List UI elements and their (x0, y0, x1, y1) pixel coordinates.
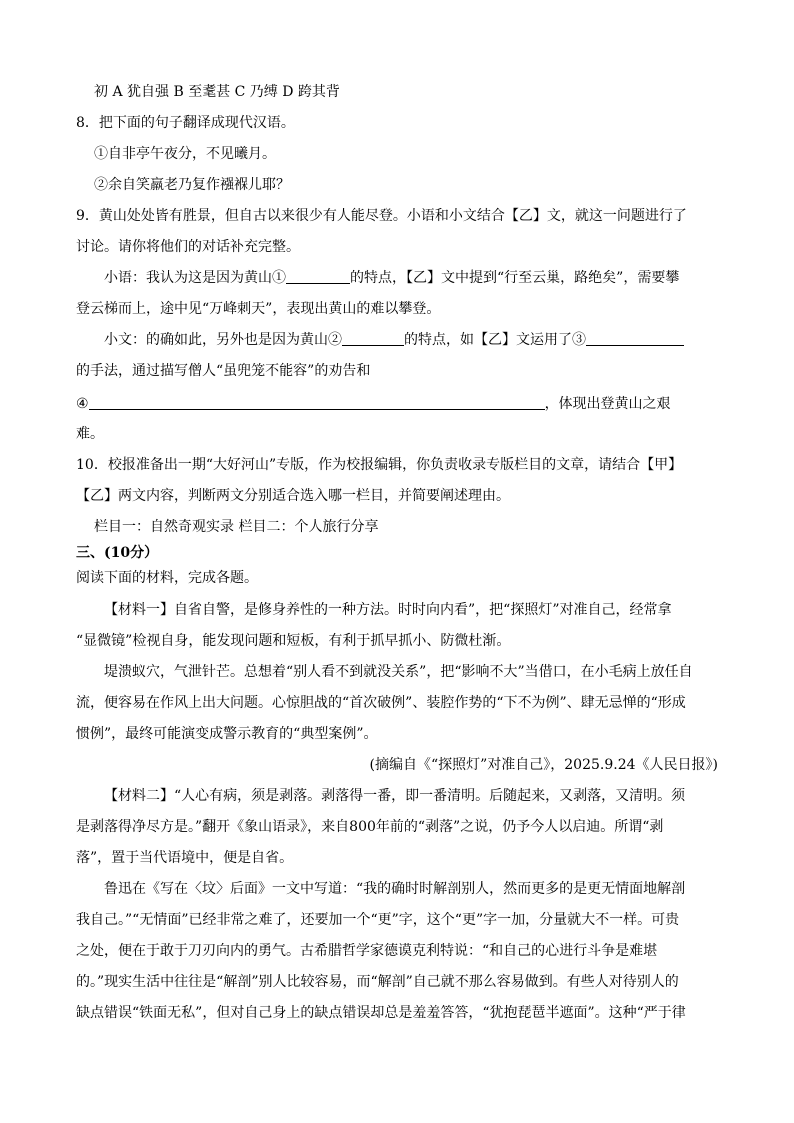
section-3-heading: 三、(10分） (76, 545, 159, 561)
answer-blank-1[interactable] (286, 269, 350, 284)
material-1-line-1: 【材料一】自省自警，是修身养性的一种方法。时时向内看”，把“探照灯”对准自己，经常拿 (104, 602, 672, 618)
material-2-line-8: 缺点错误“铁面无私”，但对自己身上的缺点错误却总是羞羞答答，“犹抱琵琶半遮面”。这种“严于律 (76, 1005, 686, 1021)
material-1-line-4: 流，便容易在作风上出大问题。心惊胆战的“首次破例”、装腔作势的“下不为例”、肆无忌惮的“形成 (76, 695, 686, 711)
material-2-line-3: 落”，置于当代语境中，便是自省。 (76, 850, 294, 866)
material-1-line-2: “显微镜”检视自身，能发现问题和短板，有利于抓早抓小、防微杜渐。 (76, 633, 511, 649)
q9-xiaoyu-text-b: 的特点，【乙】文中提到“行至云巢，路绝矣”，需要攀 (350, 270, 680, 286)
answer-blank-2[interactable] (342, 331, 404, 346)
q8-sentence-2: ②余自笑羸老乃复作襁褓儿耶？ (94, 177, 290, 193)
q8-question: 8．把下面的句子翻译成现代汉语。 (76, 115, 295, 131)
q10-line-2: 【乙】两文内容，判断两文分别适合选入哪一栏目，并简要阐述理由。 (76, 488, 510, 504)
q10-line-1: 10．校报准备出一期“大好河山”专版，作为校报编辑，你负责收录专版栏目的文章，请结合【甲】 (76, 457, 683, 473)
material-2-line-4: 鲁迅在《写在〈坟〉后面》一文中写道：“我的确时时解剖别人，然而更多的是更无情面地解剖 (104, 881, 686, 897)
q10-columns: 栏目一：自然奇观实录 栏目二：个人旅行分享 (94, 519, 379, 535)
material-1-line-5: 惯例”，最终可能演变成警示教育的“典型案例”。 (76, 726, 378, 742)
material-2-line-1: 【材料二】“人心有病，须是剥落。剥落得一番，即一番清明。后随起来，又剥落，又清明。须 (104, 788, 686, 804)
material-2-line-5: 我自己。”“无情面”已经非常之难了，还要加一个“更”字，这个“更”字一加，分量就大不一样。可贵 (76, 912, 680, 928)
q9-xiaoyu-text-a: 小语：我认为这是因为黄山① (104, 270, 286, 286)
material-2-line-2: 是剥落得净尽方是。”翻开《象山语录》，来自800年前的“剥落”之说，仍予今人以启迪。所谓“剥 (76, 819, 664, 835)
material-2-line-6: 之处，便在于敢于刀刃向内的勇气。古希腊哲学家德谟克利特说：“和自己的心进行斗争是难堪 (76, 943, 658, 959)
q9-xiaoyu-line-2: 登云梯而上，途中见“万峰刺天”，表现出黄山的难以攀登。 (76, 301, 441, 317)
q9-xiaoyu-line (104, 268, 794, 288)
answer-blank-4[interactable] (89, 395, 545, 410)
q8-sentence-1: ①自非亭午夜分，不见曦月。 (94, 146, 276, 162)
q9-xiaowen-line-2: 的手法，通过描写僧人“虽兜笼不能容”的劝告和 (76, 363, 371, 379)
q9-xiaowen-text-d: ，体现出登黄山之艰 (544, 396, 671, 412)
answer-blank-3[interactable] (586, 331, 684, 346)
q9-xiaowen-text-b: 的特点，如【乙】文运用了③ (404, 332, 586, 348)
q9-line-1: 9．黄山处处皆有胜景，但自古以来很少有人能尽登。小语和小文结合【乙】文，就这一问题进行了 (76, 208, 687, 224)
q9-xiaowen-line-3 (76, 394, 794, 414)
q9-xiaowen-line-4: 难。 (76, 426, 104, 442)
material-2-line-7: 的。”现实生活中往往是“解剖”别人比较容易，而“解剖”自己就不那么容易做到。有些人对待别人的 (76, 974, 679, 990)
q9-xiaowen-text-a: 小文：的确如此，另外也是因为黄山② (104, 332, 342, 348)
q9-xiaowen-line (104, 330, 794, 350)
q7-options: 初 A 犹自强 B 至耄甚 C 乃缚 D 跨其背 (94, 84, 340, 100)
material-1-source: (摘编自《“探照灯”对准自己》，2025.9.24《人民日报》) (369, 757, 718, 773)
material-1-line-3: 堤溃蚁穴，气泄针芒。总想着“别人看不到就没关系”，把“影响不大”当借口，在小毛病上放任自 (104, 664, 693, 680)
q9-line-2: 讨论。请你将他们的对话补充完整。 (76, 239, 300, 255)
section-3-intro: 阅读下面的材料，完成各题。 (76, 570, 258, 586)
q9-blank-4-label: ④ (76, 396, 89, 412)
